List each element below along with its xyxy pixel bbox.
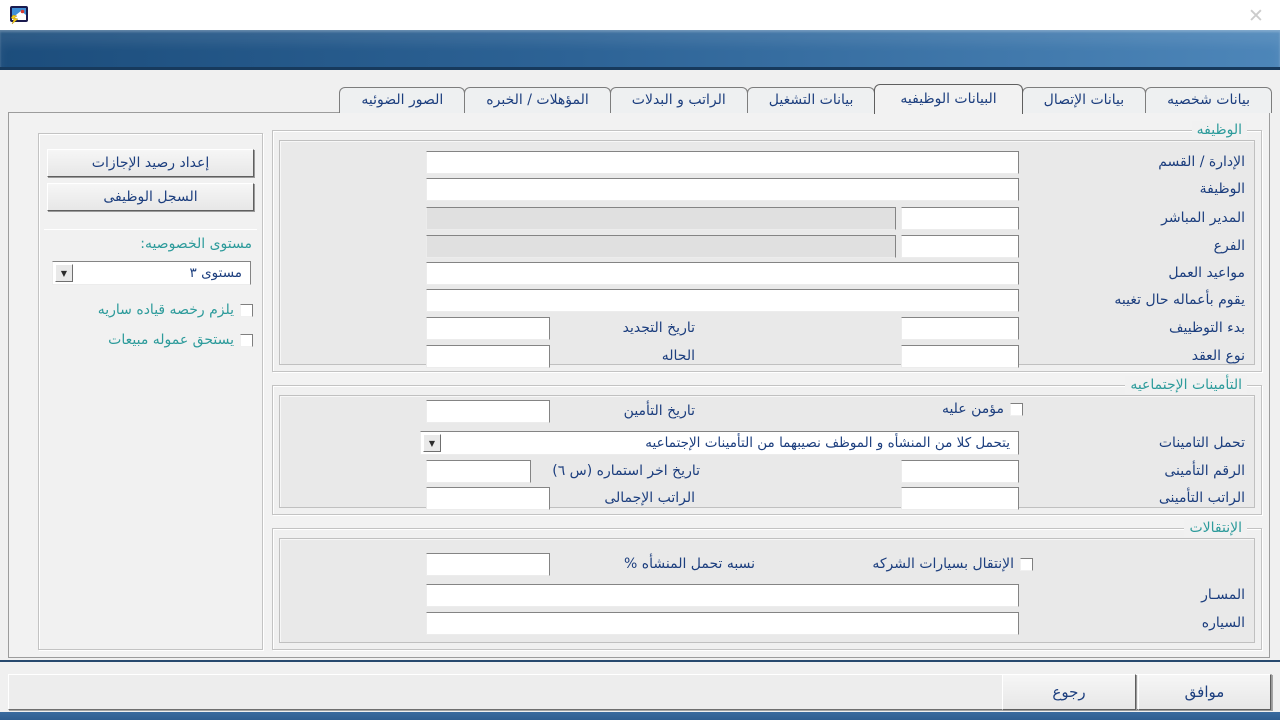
total-salary-label: الراتب الإجمالى — [604, 490, 695, 506]
last-form-date-input[interactable] — [426, 460, 531, 483]
insurance-date-input[interactable] — [426, 400, 550, 423]
insurance-group — [272, 377, 1262, 515]
tab-salary-allowances[interactable]: الراتب و البدلات — [610, 87, 748, 113]
insured-checkbox[interactable] — [1010, 403, 1023, 416]
route-label: المسـار — [1201, 587, 1245, 603]
close-icon[interactable]: ✕ — [1248, 5, 1264, 27]
tab-operation-data[interactable]: بيانات التشغيل — [747, 87, 876, 113]
insurance-date-label: تاريخ التأمين — [623, 403, 695, 419]
insurance-number-input[interactable] — [901, 460, 1019, 483]
tab-contact-data[interactable]: بيانات الإتصال — [1022, 87, 1147, 113]
renewal-date-label: تاريخ التجديد — [622, 320, 695, 336]
substitute-label: يقوم بأعماله حال تغيبه — [1114, 292, 1245, 308]
insured-checkbox-label: مؤمن عليه — [941, 402, 1004, 417]
header-band — [0, 30, 1280, 70]
job-record-button[interactable]: السجل الوظيفى — [47, 183, 254, 211]
footer-divider — [0, 660, 1280, 662]
commission-checkbox-row — [108, 332, 253, 348]
sidebar-divider — [44, 229, 257, 230]
commission-checkbox-label: يستحق عموله مبيعات — [108, 332, 234, 348]
bottom-accent-strip — [0, 712, 1280, 720]
company-cars-checkbox-label: الإنتقال بسيارات الشركه — [872, 557, 1014, 572]
company-share-label: نسبه تحمل المنشأه % — [624, 556, 755, 572]
insurance-number-label: الرقم التأمينى — [1164, 463, 1245, 479]
status-label: الحاله — [661, 348, 695, 364]
hire-start-label: بدء التوظييف — [1169, 320, 1245, 336]
car-label: السياره — [1201, 615, 1245, 631]
branch-label: الفرع — [1213, 238, 1245, 254]
tab-qualifications-experience[interactable]: المؤهلات / الخبره — [464, 87, 611, 113]
app-icon — [8, 5, 29, 25]
contract-type-input[interactable] — [901, 345, 1019, 368]
dept-input[interactable] — [426, 151, 1019, 174]
chevron-down-icon[interactable]: ▼ — [423, 434, 441, 452]
license-checkbox-label: يلزم رخصه قياده ساريه — [97, 302, 234, 318]
insurance-burden-value: يتحمل كلا من المنشأه و الموظف نصيبهما من التأمينات الإجتماعيه — [645, 435, 1010, 451]
transport-group-title: الإنتقالات — [1184, 519, 1247, 537]
company-cars-checkbox[interactable] — [1020, 558, 1033, 571]
substitute-input[interactable] — [426, 289, 1019, 312]
company-cars-checkbox-row — [872, 557, 1033, 572]
manager-name-input — [426, 207, 896, 230]
insurance-salary-input[interactable] — [901, 487, 1019, 510]
position-input[interactable] — [426, 178, 1019, 201]
job-group-title: الوظيفه — [1192, 121, 1247, 139]
manager-label: المدير المباشر — [1161, 210, 1245, 226]
tab-photos[interactable]: الصور الضوئيه — [339, 87, 465, 113]
commission-checkbox[interactable] — [240, 334, 253, 347]
hire-start-input[interactable] — [901, 317, 1019, 340]
ok-button[interactable]: موافق — [1138, 674, 1271, 710]
branch-name-input — [426, 235, 896, 258]
title-bar — [0, 0, 1280, 30]
contract-type-label: نوع العقد — [1191, 348, 1245, 364]
work-hours-label: مواعيد العمل — [1168, 265, 1245, 281]
tab-job-data[interactable]: البيانات الوظيفيه — [874, 84, 1022, 114]
company-share-input[interactable] — [426, 553, 550, 576]
car-input[interactable] — [426, 612, 1019, 635]
dept-label: الإدارة / القسم — [1158, 154, 1245, 170]
insurance-salary-label: الراتب التأمينى — [1158, 490, 1245, 506]
manager-code-input[interactable] — [901, 207, 1019, 230]
route-input[interactable] — [426, 584, 1019, 607]
insurance-group-title: التأمينات الإجتماعيه — [1125, 376, 1247, 394]
transport-group — [272, 520, 1262, 650]
leave-balance-button[interactable]: إعداد رصيد الإجازات — [47, 149, 254, 177]
branch-code-input[interactable] — [901, 235, 1019, 258]
insurance-burden-label: تحمل التامينات — [1158, 435, 1245, 451]
insurance-burden-select[interactable] — [420, 431, 1019, 455]
position-label: الوظيفة — [1199, 181, 1245, 197]
privacy-level-value: مستوى ٣ — [189, 265, 242, 281]
tab-personal-data[interactable]: بيانات شخصيه — [1145, 87, 1272, 113]
renewal-date-input[interactable] — [426, 317, 550, 340]
total-salary-input[interactable] — [426, 487, 550, 510]
back-button[interactable]: رجوع — [1002, 674, 1136, 710]
tab-strip — [340, 84, 1272, 113]
chevron-down-icon[interactable]: ▼ — [55, 264, 73, 282]
privacy-level-label: مستوى الخصوصيه: — [140, 236, 252, 252]
last-form-date-label: تاريخ اخر استماره (س ٦) — [552, 463, 700, 479]
license-checkbox[interactable] — [240, 304, 253, 317]
privacy-level-select[interactable] — [52, 261, 251, 285]
job-group — [272, 122, 1262, 372]
license-checkbox-row — [98, 302, 253, 318]
work-hours-input[interactable] — [426, 262, 1019, 285]
insured-checkbox-row — [942, 402, 1023, 417]
sidebar-panel — [38, 133, 263, 650]
status-input[interactable] — [426, 345, 550, 368]
